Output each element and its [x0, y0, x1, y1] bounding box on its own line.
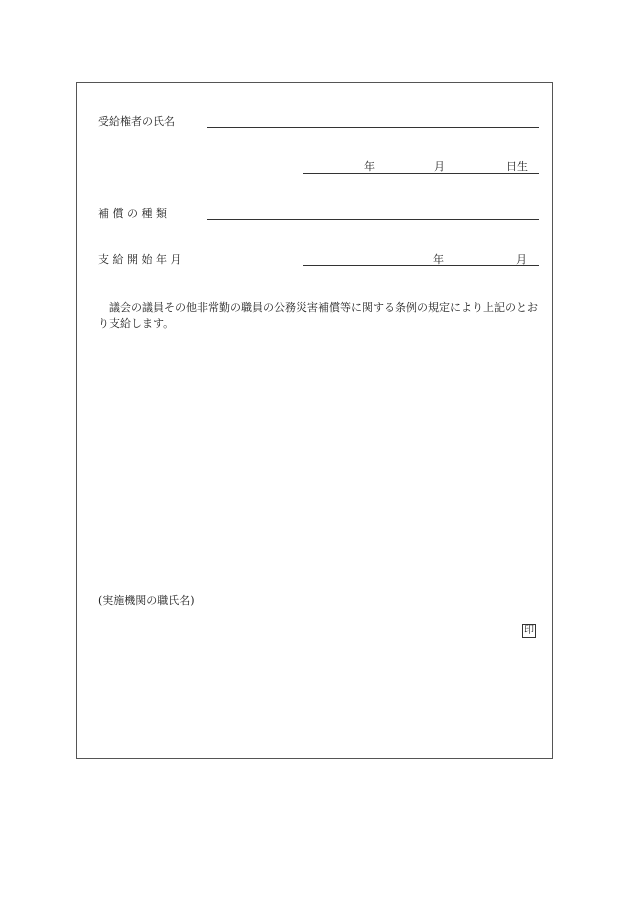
compensation-type-field[interactable] [207, 219, 539, 220]
payment-statement: 議会の議員その他非常勤の職員の公務災害補償等に関する条例の規定により上記のとおり支給します。 [98, 301, 538, 330]
birth-year-label: 年 [364, 160, 375, 173]
birth-date-field[interactable] [303, 173, 539, 174]
start-year-label: 年 [433, 253, 444, 266]
seal-mark: 印 [524, 625, 534, 636]
agency-label: (実施機関の職氏名) [98, 594, 195, 607]
compensation-type-label: 補 償 の 種 類 [98, 207, 167, 220]
recipient-name-field[interactable] [207, 127, 539, 128]
form-frame [76, 82, 553, 759]
payment-start-label: 支 給 開 始 年 月 [98, 253, 182, 266]
birth-day-label: 日生 [506, 160, 528, 173]
payment-start-field[interactable] [303, 265, 539, 266]
start-month-label: 月 [516, 253, 527, 266]
birth-month-label: 月 [434, 160, 445, 173]
recipient-name-label: 受給権者の氏名 [98, 115, 175, 128]
